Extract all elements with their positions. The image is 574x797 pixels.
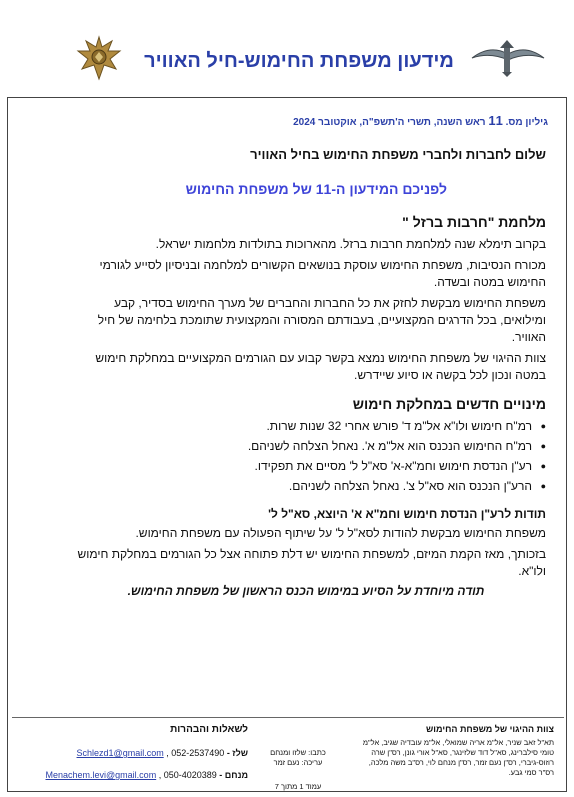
air-force-emblem-icon xyxy=(76,33,122,83)
newsletter-subtitle: לפניכם המידעון ה-11 של משפחת החימוש xyxy=(185,181,447,197)
contact-row xyxy=(18,769,248,781)
closing-note: תודה מיוחדת על הסיוע במימוש הכנס הראשון של משפחת החימוש. xyxy=(127,584,485,598)
contact-name: מנחם - xyxy=(219,770,248,780)
appointments-list xyxy=(66,418,546,495)
steering-members: תא"ל זאב שניר, אל"מ אריה שמואלי, אל"מ עובדיה שגיב, אל"מ טומי סילברינג, סא"ל דוד שלזינגר, סא"ל אורי גונן, רס"ן שרה רוזוס-גיברי, רס"ן נעם זמר, רס"ן מנחם לוי, רס"ב משה מלכה, רס"ר סמי גבע. xyxy=(362,738,554,777)
steering-title: צוות ההיגוי של משפחת החימוש xyxy=(426,724,554,734)
issue-date: ראש השנה, תשרי ה'תשפ"ה, אוקטובר 2024 xyxy=(293,117,486,128)
credits-editor: עריכה: נעם זמר xyxy=(273,758,323,767)
site-title: מידעון משפחת החימוש-חיל האוויר xyxy=(144,50,454,72)
paragraph: משפחת החימוש מבקשת להודות לסא"ל ל' על שיתוף הפעולה עם משפחת החימוש. xyxy=(135,526,546,540)
list-item: ● רמ"ח החימוש הנכנס הוא אל"מ א'. נאחל הצלחה לשניהם. xyxy=(66,438,546,455)
issue-info xyxy=(293,113,548,128)
list-item: ● רע"ן הנדסת חימוש וחמ"א-א' סא"ל ל' מסיים את תפקידו. xyxy=(66,458,546,475)
issue-label: גיליון מס. xyxy=(505,117,548,128)
paragraph: צוות ההיגוי של משפחת החימוש נמצא בקשר קבוע עם הגורמים המקצועיים במחלקת חימוש במטה ונכון לכל בקשה או סיוע שיידרש. xyxy=(95,351,546,382)
contact-info xyxy=(18,724,248,791)
contact-title: לשאלות והבהרות xyxy=(170,724,248,735)
contact-email-link[interactable]: Schlezd1@gmail.com xyxy=(76,748,164,758)
steering-committee xyxy=(358,724,554,778)
contact-name: שלז - xyxy=(226,748,248,758)
section-heading-appointments: מינויים חדשים במחלקת חימוש xyxy=(352,396,546,412)
paragraph: מכורח הנסיבות, משפחת החימוש עוסקת בנושאים הקשורים למלחמה ובניסיון לסייע לגורמי החימוש במטה ובשדה. xyxy=(99,258,546,289)
greeting: שלום לחברות ולחברי משפחת החימוש בחיל האוויר xyxy=(250,147,546,162)
contact-email-link[interactable]: Menachem.levi@gmail.com xyxy=(45,770,157,780)
page-number: עמוד 1 מתוך 7 xyxy=(274,782,322,791)
footer-divider xyxy=(12,717,564,718)
main-content xyxy=(66,214,546,598)
contact-row xyxy=(18,747,248,759)
paragraph: משפחת החימוש מבקשת לחזק את כל החברות והחברים של מערך החימוש בסדיר, קבע ומילואים, בכל הדרגים המקצועיים, בעבודתם המסורה והמקצועית שתומכת בלחימה של חיל האוויר. xyxy=(97,296,546,344)
paragraph: בזכותך, מאז הקמת המיזם, למשפחת החימוש יש דלת פתוחה אצל כל הגורמים במחלקת חימוש ולו"א. xyxy=(77,547,546,578)
list-item: ● הרע"ן הנכנס הוא סא"ל צ'. נאחל הצלחה לשניהם. xyxy=(66,478,546,495)
paragraph: בקרוב תימלא שנה למלחמת חרבות ברזל. מהארוכות בתולדות מלחמות ישראל. xyxy=(155,237,546,251)
contact-phone: 052-2537490 , xyxy=(166,748,225,758)
list-item: ● רמ"ח חימוש ולו"א אל"מ ד' פורש אחרי 32 שנות שרות. xyxy=(66,418,546,435)
munitions-insignia-icon xyxy=(470,38,546,78)
credits xyxy=(258,748,338,792)
page-header xyxy=(0,0,574,92)
section-heading-thanks: תודות לרע"ן הנדסת חימוש וחמ"א א' היוצא, סא"ל ל' xyxy=(268,507,546,521)
issue-number: 11 xyxy=(488,113,503,128)
credits-writers: כתבו: שלזו ומנחם xyxy=(270,748,326,757)
section-heading-war: מלחמת "חרבות ברזל " xyxy=(402,214,546,230)
contact-phone: 050-4020389 , xyxy=(158,770,217,780)
